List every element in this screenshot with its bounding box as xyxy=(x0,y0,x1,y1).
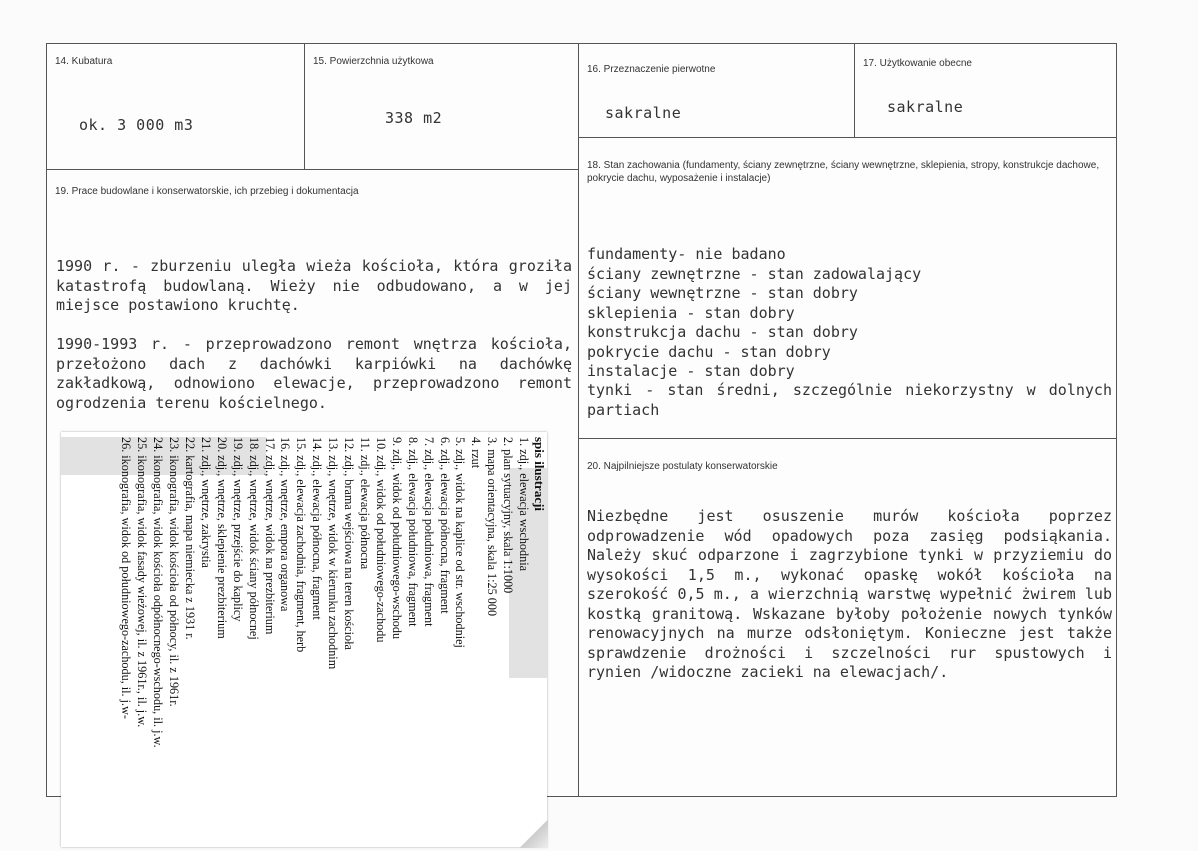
illustration-item: 26. ikonografia, widok od południowego-zachodu, il. j.w- xyxy=(119,437,134,719)
illustration-item: 24. ikonografia, widok kościoła odpółnocnego-wschodu, il. j.w. xyxy=(151,437,166,748)
condition-line: fundamenty- nie badano xyxy=(587,245,786,263)
field-17-cell xyxy=(854,43,1117,139)
field-20-text: Niezbędne jest osuszenie murów kościoła poprzez odprowadzenie wód opadowych poza zasięg podsiąkania. Należy skuć odparzone i zagrzybione tynki w przyziemiu do wysokości 1,5 m., wykonać opaskę wokół kościoła na szerokość 0,5 m., a wierzchnią warstwę wypełnić żwirem lub kostką granitową. Wskazane byłoby położenie nowych tynków renowacyjnych na murze odsłoniętym. Konieczne jest także sprawdzenie drożności i szczelności rur spustowych i rynien /widoczne zacieki na elewacjach/. xyxy=(587,507,1112,681)
condition-line-plaster: tynki - stan średni, szczególnie niekorzystny w dolnych partiach xyxy=(587,381,1112,419)
field-20-label: 20. Najpilniejsze postulaty konserwatorskie xyxy=(587,461,778,472)
field-15-value: 338 m2 xyxy=(385,109,443,127)
field-18-condition-list xyxy=(587,245,1112,382)
field-19-paragraph-2: 1990-1993 r. - przeprowadzono remont wnętrza kościoła, przełożono dach z dachówki karpiówki na dachówkę zakładkową, odnowiono elewacje, przeprowadzono remont ogrodzenia terenu kościelnego. xyxy=(56,335,572,412)
field-14-label: 14. Kubatura xyxy=(55,56,113,67)
field-19-paragraph-1: 1990 r. - zburzeniu uległa wieża kościoła, która groziła katastrofą budowlaną. Wieży nie odbudowano, a w jej miejsce postawiono kruchtę. xyxy=(56,257,572,314)
illustration-item: 16. zdj., wnętrze, empora organowa xyxy=(278,437,293,612)
field-16-value: sakralne xyxy=(605,104,682,122)
condition-line: sklepienia - stan dobry xyxy=(587,303,795,322)
illustration-item: 23. ikonografia, widok kościoła od północy, il. z 1961r. xyxy=(167,437,182,707)
field-17-value: sakralne xyxy=(887,98,964,116)
field-19-label: 19. Prace budowlane i konserwatorskie, ich przebieg i dokumentacja xyxy=(55,186,359,197)
field-20-cell xyxy=(578,438,1117,797)
illustration-item: 8. zdj., elewacja południowa, fragment xyxy=(405,437,420,627)
illustration-item: 17. zdj., wnętrze, widok na prezbiterium xyxy=(262,437,277,635)
field-18-cell xyxy=(578,137,1117,440)
condition-line: ściany zewnętrzne - stan zadowalający xyxy=(587,264,922,283)
field-15-cell xyxy=(304,43,580,171)
illustration-list-sheet xyxy=(61,432,547,847)
illustration-item: 15. zdj., elewacja zachodnia, fragment, herb xyxy=(294,437,309,653)
illustration-item: 10. zdj., widok od południowego-zachodu xyxy=(373,437,388,643)
field-18-label: 18. Stan zachowania (fundamenty, ściany zewnętrzne, ściany wewnętrzne, sklepienia, stropy, konstrukcje dachowe, pokrycie dachu, wyposażenie i instalacje) xyxy=(587,160,1100,184)
illustration-item: 11. zdj., elewacja północna xyxy=(358,437,373,570)
illustration-item: 14. zdj., elewacja północna, fragment xyxy=(310,437,325,620)
illustration-item: 6. zdj., elewacja północna, fragment xyxy=(437,437,452,614)
illustration-item: 1. zdj., elewacja wschodnia xyxy=(517,437,532,572)
illustration-item: 13. zdj., wnętrze, widok w kierunku zachodnim xyxy=(326,437,341,670)
illustration-item: 5. zdj., widok na kaplice od str. wschodniej xyxy=(453,437,468,648)
illustration-item: 4. rzut xyxy=(469,437,484,469)
field-15-label: 15. Powierzchnia użytkowa xyxy=(313,56,434,67)
field-16-cell xyxy=(578,43,856,139)
illustration-item: 3. mapa orientacyjna, skala 1:25 000 xyxy=(485,437,500,617)
field-16-label: 16. Przeznaczenie pierwotne xyxy=(587,64,716,75)
illustration-list-title: spis ilustracji xyxy=(532,437,547,512)
illustration-list xyxy=(89,437,547,842)
illustration-item: 2. plan sytuacyjny, skala 1:1000 xyxy=(501,437,516,594)
illustration-item: 12. zdj., brama wejściowa na teren kościoła xyxy=(342,437,357,650)
field-14-cell xyxy=(46,43,306,171)
field-17-label: 17. Użytkowanie obecne xyxy=(863,58,972,69)
condition-line: konstrukcja dachu - stan dobry xyxy=(587,323,858,341)
field-14-value: ok. 3 000 m3 xyxy=(79,116,194,134)
illustration-item: 7. zdj., elewacja południowa, fragment xyxy=(421,437,436,627)
illustration-item: 22. kartografia, mapa niemiecka z 1931 r. xyxy=(183,437,198,640)
illustration-item: 21. zdj., wnętrze, zakrystia xyxy=(198,437,213,568)
illustration-item: 18. zdj., wnętrze, widok ściany północnej xyxy=(246,437,261,640)
illustration-item: 19. zdj., wnętrze, przejście do kaplicy xyxy=(230,437,245,622)
illustration-item: 25. ikonografia, widok fasady wieżowej, il. z 1961r., il. j.w. xyxy=(135,437,150,728)
condition-line: instalacje - stan dobry xyxy=(587,362,795,380)
illustration-item: 9. zdj., widok od południowego-wschodu xyxy=(389,437,404,640)
illustration-item: 20. zdj., wnętrze, sklepienie prezbiterium xyxy=(214,437,229,639)
page-curl xyxy=(520,820,548,848)
condition-line: pokrycie dachu - stan dobry xyxy=(587,342,831,361)
condition-line: ściany wewnętrzne - stan dobry xyxy=(587,284,858,302)
